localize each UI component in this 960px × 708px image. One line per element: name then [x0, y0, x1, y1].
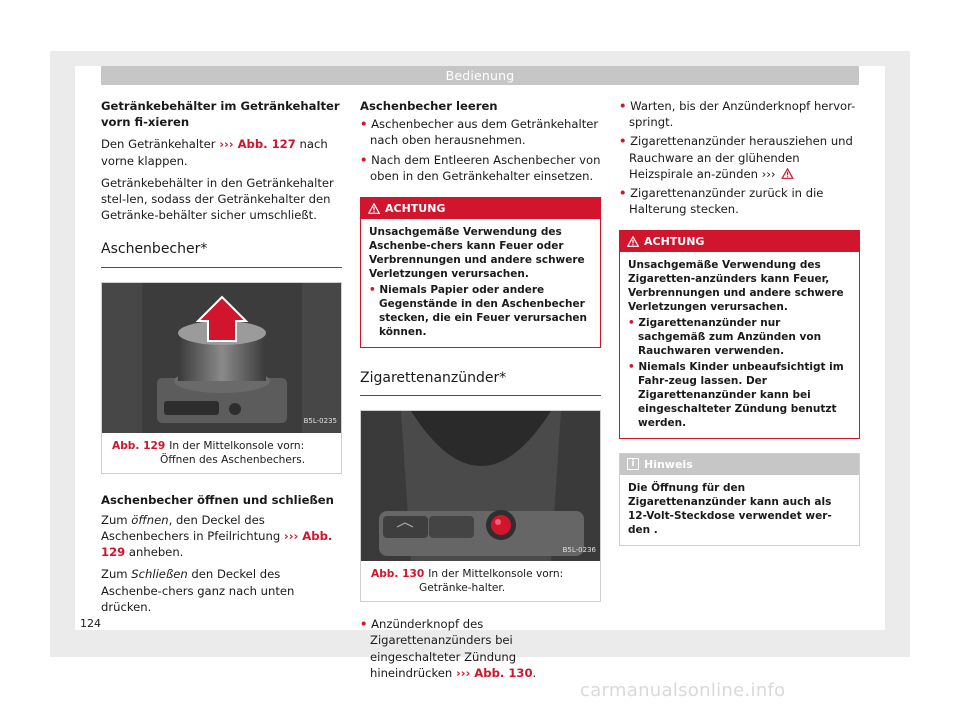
- list-item: • Zigarettenanzünder nur sachgemäß zum Anzünden von Rauchwaren verwenden.: [628, 317, 822, 358]
- ref-abb-130[interactable]: ››› Abb. 130: [455, 665, 533, 680]
- figure-130: [360, 410, 601, 602]
- warning-triangle-icon: [368, 203, 380, 214]
- list-item: • Anzünderknopf des Zigarettenanzünders bei eingeschalteter Zündung hineindrücken ››› Abb. 130.: [360, 617, 537, 680]
- note-header: i Hinweis: [620, 454, 859, 475]
- list-item: • Nach dem Entleeren Aschenbecher von oben in den Getränkehalter einsetzen.: [360, 152, 601, 183]
- column-3: [619, 98, 860, 546]
- column-1: [101, 98, 342, 621]
- section-title-cigarette-lighter: Zigarettenanzünder*: [360, 370, 601, 396]
- paragraph-3: Zum öffnen, den Deckel des Aschenbechers in Pfeilrichtung ››› Abb. 129 anheben.: [101, 512, 333, 560]
- warning-ref-icon[interactable]: [781, 168, 794, 179]
- figure-129-code: B5L-0235: [303, 417, 337, 426]
- warning-triangle-icon: [627, 236, 639, 247]
- list-item: • Zigarettenanzünder zurück in die Halterung stecken.: [619, 186, 824, 217]
- list-item: • Niemals Papier oder andere Gegenstände in den Aschenbecher stecken, die ein Feuer verursachen können.: [369, 284, 588, 339]
- warning-header: ACHTUNG: [361, 198, 600, 219]
- lighter-illustration: [361, 411, 600, 561]
- paragraph-2: Getränkebehälter in den Getränkehalter stel-len, sodass der Getränkehalter den Getränke-behälter sicher umschließt.: [101, 175, 334, 223]
- ashtray-illustration: [102, 283, 341, 433]
- info-icon: i: [627, 458, 639, 470]
- figure-130-code: B5L-0236: [562, 546, 596, 555]
- figure-129: [101, 282, 342, 474]
- page-header: Bedienung: [101, 66, 859, 85]
- warning-header: ACHTUNG: [620, 231, 859, 252]
- heading-drink-holder: Getränkebehälter im Getränkehalter vorn fi-xieren: [101, 99, 340, 130]
- paragraph-1: Den Getränkehalter ››› Abb. 127 nach vorne klappen.: [101, 137, 328, 168]
- subheading-open-close: Aschenbecher öffnen und schließen: [101, 492, 334, 507]
- heading-empty-ashtray: Aschenbecher leeren: [360, 99, 498, 113]
- warning-body: Unsachgemäße Verwendung des Zigaretten-anzünders kann Feuer, Verbrennungen und andere schwere Verletzungen verursachen. • Zigarettenanzünder nur sachgemäß zum Anzünden von Rauchwaren verwenden. • Niemals Kinder unbeaufsichtigt im Fahr-zeug lassen. Der Zigarettenanzünder kann bei eingeschalteter Zündung benutzt werden.: [620, 252, 859, 438]
- list-item: • Aschenbecher aus dem Getränkehalter nach oben herausnehmen.: [360, 117, 599, 148]
- section-title-ashtray: Aschenbecher*: [101, 241, 342, 267]
- figure-129-caption: Abb. 129 In der Mittelkonsole vorn: Öffnen des Aschenbechers.: [112, 439, 306, 466]
- warning-box-lighter: [619, 230, 860, 439]
- figure-129-image: [102, 283, 341, 433]
- ref-abb-129[interactable]: ››› Abb. 129: [101, 529, 333, 560]
- list-item: • Niemals Kinder unbeaufsichtigt im Fahr-zeug lassen. Der Zigarettenanzünder kann bei eingeschalteter Zündung benutzt werden.: [628, 361, 844, 430]
- figure-130-image: [361, 411, 600, 561]
- note-box: [619, 453, 860, 546]
- watermark: carmanualsonline.info: [580, 680, 786, 701]
- list-item: • Zigarettenanzünder herausziehen und Rauchware an der glühenden Heizspirale an-zünden ›››: [619, 134, 853, 181]
- ref-abb-127[interactable]: ››› Abb. 127: [219, 137, 296, 152]
- figure-130-caption: Abb. 130 In der Mittelkonsole vorn: Getränke-halter.: [371, 568, 564, 595]
- column-2: [360, 98, 601, 684]
- list-item: • Warten, bis der Anzünderknopf hervor-springt.: [619, 99, 856, 130]
- paragraph-4: Zum Schließen den Deckel des Aschenbe-chers ganz nach unten drücken.: [101, 567, 295, 614]
- note-body: Die Öffnung für den Zigarettenanzünder kann auch als 12-Volt-Steckdose verwendet wer-den .: [628, 482, 832, 537]
- warning-body: Unsachgemäße Verwendung des Aschenbe-chers kann Feuer oder Verbrennungen und andere schwere Verletzungen verursachen. • Niemals Papier oder andere Gegenstände in den Aschenbecher stecken, die ein Feuer verursachen können.: [361, 219, 600, 347]
- warning-box-ashtray: [360, 197, 601, 348]
- page-number: 124: [80, 617, 101, 630]
